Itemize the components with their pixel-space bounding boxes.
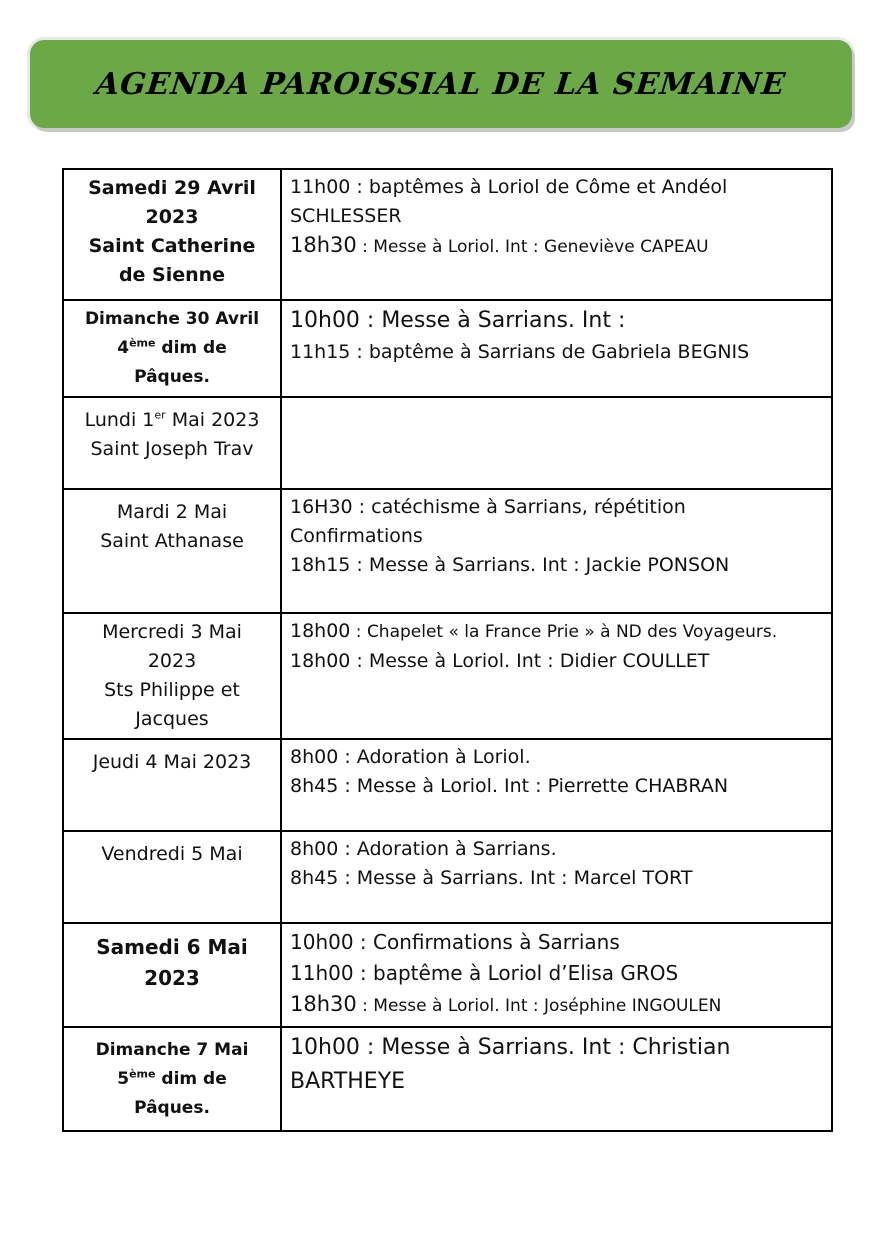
- events-cell: [281, 831, 832, 923]
- events-cell: [281, 613, 832, 739]
- day-cell: [63, 489, 281, 613]
- day-line: Sts Philippe et: [104, 679, 240, 701]
- day-cell: [63, 739, 281, 831]
- day-cell: [63, 613, 281, 739]
- day-line: Jacques: [135, 708, 209, 730]
- event-line: 18h15 : Messe à Sarrians. Int : Jackie PONSON: [290, 554, 730, 576]
- event-line: 10h00 : Messe à Sarrians. Int : Christian BARTHEYE: [290, 1035, 731, 1094]
- page-title: AGENDA PAROISSIAL DE LA SEMAINE: [94, 66, 788, 102]
- day-line: Mercredi 3 Mai: [102, 621, 242, 643]
- event-line: 11h00 : baptême à Loriol d’Elisa GROS: [290, 961, 679, 985]
- table-row: [63, 831, 832, 923]
- events-cell: [281, 489, 832, 613]
- day-line: Dimanche 7 Mai: [95, 1040, 249, 1060]
- day-cell: [63, 300, 281, 397]
- table-row: [63, 1027, 832, 1131]
- day-line: 2023: [144, 966, 200, 990]
- event-line: 8h00 : Adoration à Loriol.: [290, 746, 531, 768]
- event-line: 10h00 : Messe à Sarrians. Int :: [290, 308, 626, 333]
- table-row: [63, 397, 832, 489]
- day-line: dim de: [155, 338, 227, 358]
- title-banner: [30, 40, 852, 128]
- day-line: Mardi 2 Mai: [116, 501, 228, 523]
- day-line: Pâques.: [134, 1098, 210, 1118]
- event-line: 16H30 : catéchisme à Sarrians, répétition Confirmations: [290, 496, 686, 547]
- event-line: 8h45 : Messe à Loriol. Int : Pierrette CHABRAN: [290, 775, 729, 797]
- day-line: Mai 2023: [165, 409, 260, 431]
- day-cell: [63, 397, 281, 489]
- table-row: [63, 169, 832, 300]
- events-cell: [281, 923, 832, 1027]
- event-line: [290, 989, 823, 1022]
- event-line: 8h00 : Adoration à Sarrians.: [290, 838, 557, 860]
- event-time: 18h30: [290, 992, 357, 1016]
- event-text: : Messe à Loriol. Int : Joséphine INGOULEN: [356, 996, 722, 1016]
- event-line: 11h15 : baptême à Sarrians de Gabriela BEGNIS: [290, 341, 750, 363]
- day-line: Pâques.: [134, 367, 210, 387]
- day-line: 2023: [145, 206, 199, 228]
- table-row: [63, 739, 832, 831]
- event-line: [290, 617, 823, 647]
- event-line: 8h45 : Messe à Sarrians. Int : Marcel TORT: [290, 867, 693, 889]
- day-line: Dimanche 30 Avril: [84, 309, 260, 329]
- day-cell: [63, 831, 281, 923]
- day-line: de Sienne: [118, 264, 226, 286]
- day-line: Vendredi 5 Mai: [101, 843, 243, 865]
- events-cell: [281, 300, 832, 397]
- day-line: Samedi 29 Avril: [88, 177, 256, 199]
- event-time: 18h30: [290, 233, 357, 257]
- day-line: Saint Catherine: [88, 235, 256, 257]
- event-line: [290, 231, 823, 262]
- table-row: [63, 489, 832, 613]
- event-line: 11h00 : baptêmes à Loriol de Côme et Andéol SCHLESSER: [290, 176, 728, 227]
- day-line: dim de: [155, 1069, 227, 1089]
- events-cell: [281, 397, 832, 489]
- ordinal-suffix: ème: [129, 1067, 156, 1081]
- day-cell: [63, 923, 281, 1027]
- agenda-table: [62, 168, 833, 1132]
- day-line: 5: [117, 1069, 130, 1089]
- day-line: Lundi 1: [84, 409, 155, 431]
- events-cell: [281, 169, 832, 300]
- day-cell: [63, 1027, 281, 1131]
- day-line: Samedi 6 Mai: [96, 935, 248, 959]
- day-line: Saint Athanase: [100, 530, 244, 552]
- table-row: [63, 300, 832, 397]
- event-line: 18h00 : Messe à Loriol. Int : Didier COULLET: [290, 650, 710, 672]
- event-line: 10h00 : Confirmations à Sarrians: [290, 930, 620, 954]
- event-text: : Chapelet « la France Prie » à ND des Voyageurs.: [350, 622, 778, 642]
- events-cell: [281, 1027, 832, 1131]
- day-line: 4: [117, 338, 130, 358]
- day-line: Saint Joseph Trav: [90, 438, 254, 460]
- table-row: [63, 613, 832, 739]
- event-text: : Messe à Loriol. Int : Geneviève CAPEAU: [356, 237, 709, 257]
- day-cell: [63, 169, 281, 300]
- event-time: 18h00: [290, 620, 351, 642]
- ordinal-suffix: er: [154, 408, 166, 422]
- ordinal-suffix: ème: [129, 336, 156, 350]
- events-cell: [281, 739, 832, 831]
- day-line: Jeudi 4 Mai 2023: [92, 751, 252, 773]
- table-row: [63, 923, 832, 1027]
- day-line: 2023: [147, 650, 197, 672]
